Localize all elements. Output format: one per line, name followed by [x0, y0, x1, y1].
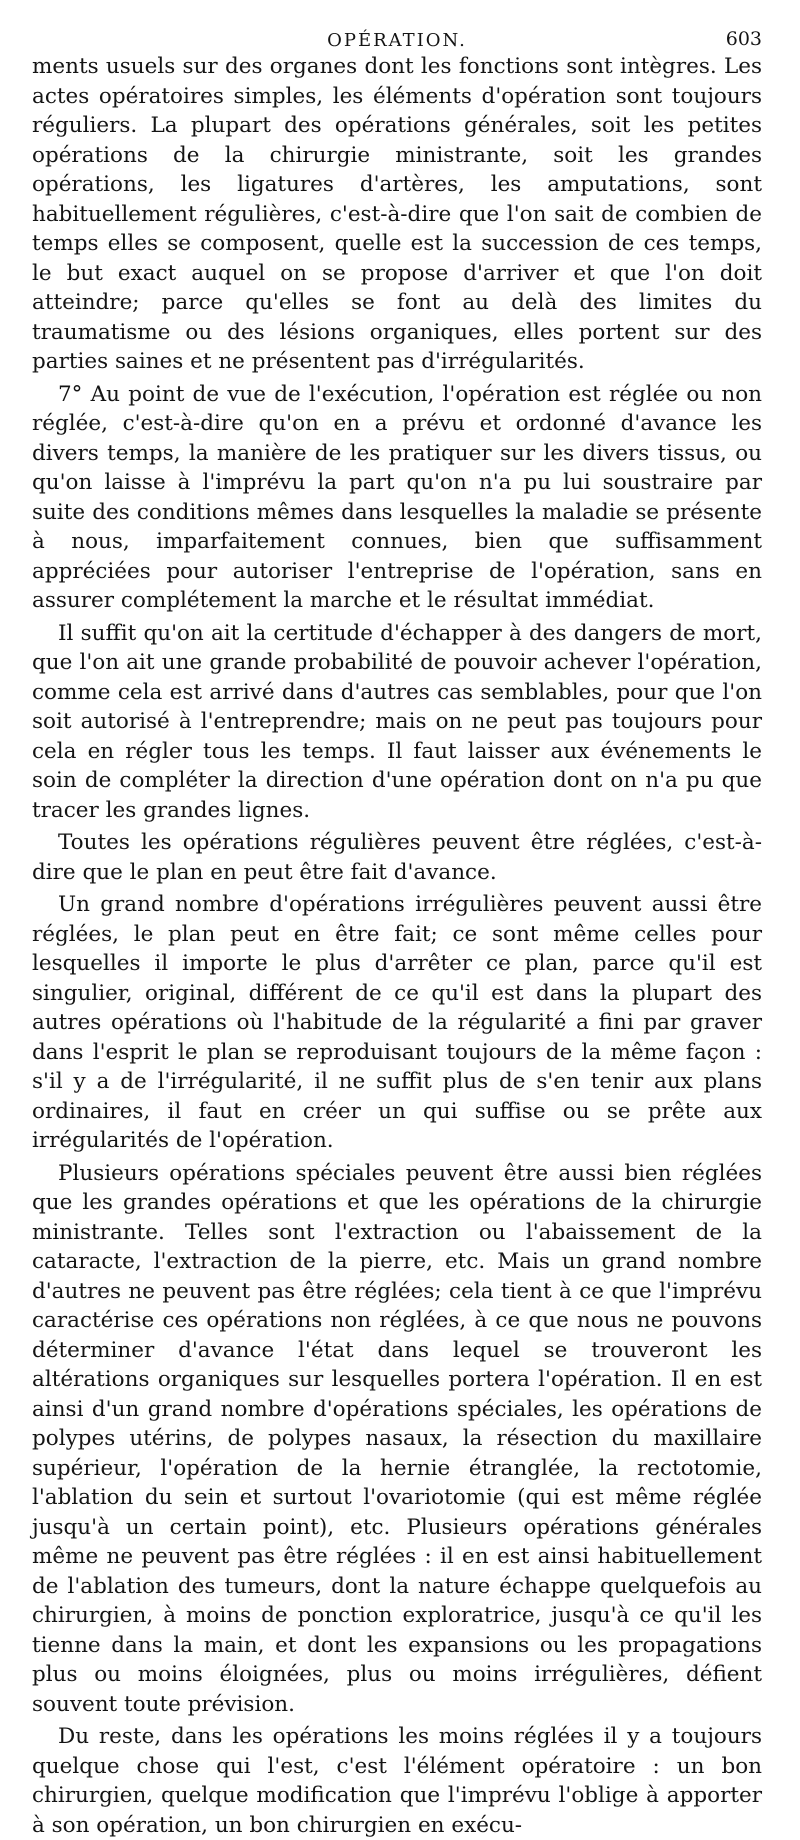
running-title: OPÉRATION.: [327, 30, 467, 51]
running-header: [32, 0, 762, 52]
paragraph: Toutes les opérations régulières peuvent être réglées, c'est-à-dire que le plan en peut être fait d'avance.: [32, 830, 762, 885]
paragraph: ments usuels sur des organes dont les fonctions sont intègres. Les actes opératoires simples, les éléments d'opération sont toujours réguliers. La plupart des opérations générales, soit les petites opérations de la chirurgie ministrante, soit les grandes opérations, les ligatures d'artères, les amputations, sont habituellement régulières, c'est-à-dire que l'on sait de combien de temps elles se composent, quelle est la succession de ces temps, le but exact auquel on se propose d'arriver et que l'on doit atteindre; parce qu'elles se font au delà des limites du traumatisme ou des lésions organiques, elles portent sur des parties saines et ne présentent pas d'irrégularités.: [32, 54, 762, 374]
paragraph: 7° Au point de vue de l'exécution, l'opération est réglée ou non réglée, c'est-à-dire qu'on en a prévu et ordonné d'avance les divers temps, la manière de les pratiquer sur les divers tissus, ou qu'on laisse à l'imprévu la part qu'on n'a pu lui soustraire par suite des conditions mêmes dans lesquelles la maladie se présente à nous, imparfaitement connues, bien que suffisamment appréciées pour autoriser l'entreprise de l'opération, sans en assurer complétement la marche et le résultat immédiat.: [32, 381, 762, 613]
paragraph: Un grand nombre d'opérations irrégulières peuvent aussi être réglées, le plan peut en être fait; ce sont même celles pour lesquelles il importe le plus d'arrêter ce plan, parce qu'il est singulier, original, différent de ce qu'il est dans la plupart des autres opérations où l'habitude de la régularité a fini par graver dans l'esprit le plan se reproduisant toujours de la même façon : s'il y a de l'irrégularité, il ne suffit plus de s'en tenir aux plans ordinaires, il faut en créer un qui suffise ou se prête aux irrégularités de l'opération.: [32, 892, 762, 1153]
body-text: [32, 52, 762, 1840]
paragraph: Plusieurs opérations spéciales peuvent être aussi bien réglées que les grandes opérations et que les opérations de la chirurgie ministrante. Telles sont l'extraction ou l'abaissement de la cataracte, l'extraction de la pierre, etc. Mais un grand nombre d'autres ne peuvent pas être réglées; cela tient à ce que l'imprévu caractérise ces opérations non réglées, à ce que nous ne pouvons déterminer d'avance l'état dans lequel se trouveront les altérations organiques sur lesquelles portera l'opération. Il en est ainsi d'un grand nombre d'opérations spéciales, les opérations de polypes utérins, de polypes nasaux, la résection du maxillaire supérieur, l'opération de la hernie étranglée, la rectotomie, l'ablation du sein et surtout l'ovariotomie (qui est même réglée jusqu'à un certain point), etc. Plusieurs opérations générales même ne peuvent pas être réglées : il en est ainsi habituellement de l'ablation des tumeurs, dont la nature échappe quelquefois au chirurgien, à moins de ponction exploratrice, jusqu'à ce qu'il les tienne dans la main, et dont les expansions ou les propagations plus ou moins éloignées, plus ou moins irrégulières, défient souvent toute prévision.: [32, 1160, 762, 1717]
paragraph: Du reste, dans les opérations les moins réglées il y a toujours quelque chose qui l'est, c'est l'élément opératoire : un bon chirurgien, quelque modification que l'imprévu l'oblige à apporter à son opération, un bon chirurgien en exécu-: [32, 1724, 762, 1838]
paragraph: Il suffit qu'on ait la certitude d'échapper à des dangers de mort, que l'on ait une grande probabilité de pouvoir achever l'opération, comme cela est arrivé dans d'autres cas semblables, pour que l'on soit autorisé à l'entreprendre; mais on ne peut pas toujours pour cela en régler tous les temps. Il faut laisser aux événements le soin de compléter la direction d'une opération dont on n'a pu que tracer les grandes lignes.: [32, 620, 762, 823]
page-number: 603: [725, 28, 762, 50]
